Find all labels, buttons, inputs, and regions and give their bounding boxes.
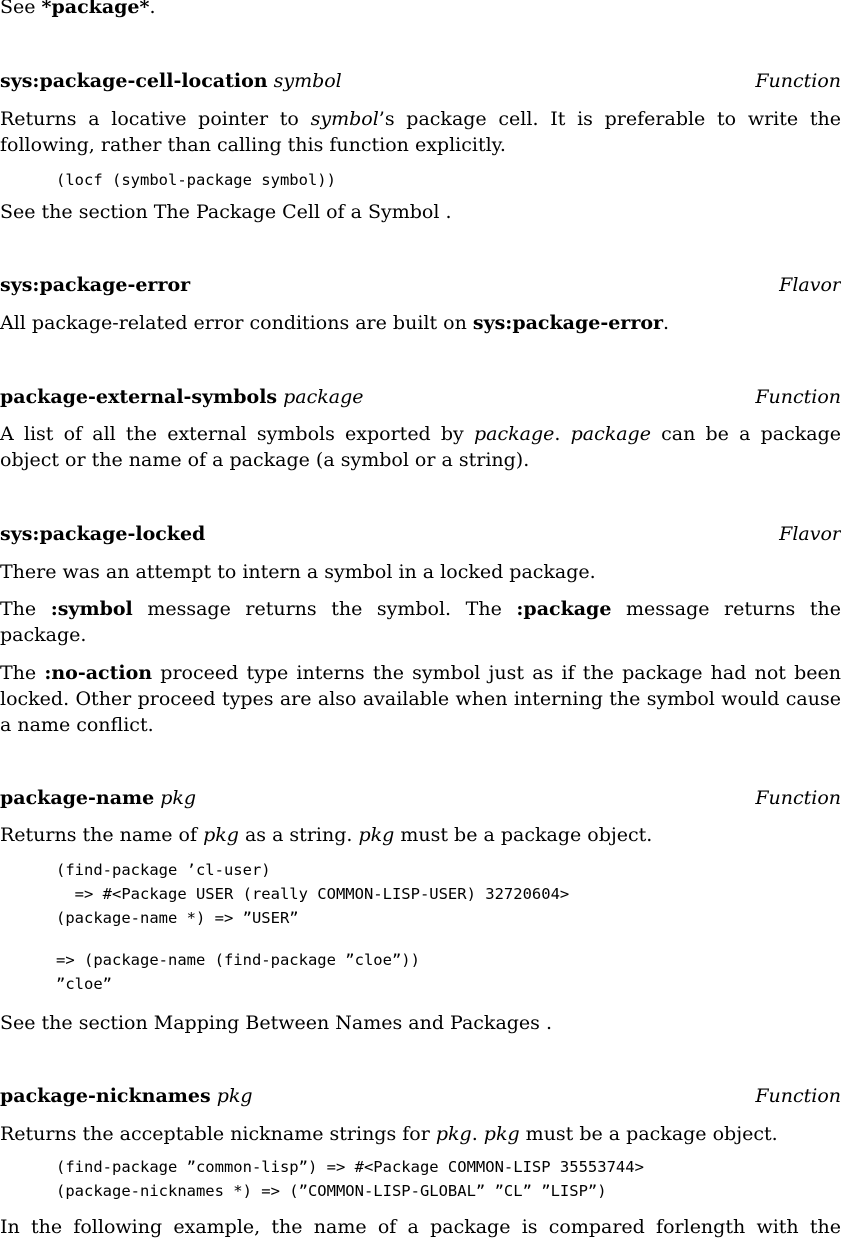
intro-line: See *package*.	[0, 0, 841, 20]
trailing-text: In the following example, the name of a package is compared forlength with the	[0, 1216, 841, 1238]
entry-description: Returns the name of pkg as a string. pkg must be a package object.	[0, 824, 653, 846]
entry-name: package-nicknames	[0, 1085, 211, 1107]
entry-name: package-name	[0, 787, 155, 809]
entry-kind: Function	[755, 787, 841, 809]
entry-description: Returns a locative pointer to symbol’s package cell. It is preferable to write the following, rather than calling this function explicitly.	[0, 108, 841, 156]
entry-header-package-error	[0, 272, 841, 298]
entry-paragraph-1: There was an attempt to intern a symbol in a locked package.	[0, 561, 596, 583]
entry-header-package-nicknames	[0, 1083, 841, 1109]
entry-kind: Function	[755, 1085, 841, 1107]
entry-kind: Function	[755, 70, 841, 92]
entry-description: A list of all the external symbols exported by package. package can be a package object or the name of a package (a symbol or a string).	[0, 423, 841, 471]
entry-header-package-external-symbols	[0, 384, 841, 410]
code-example: (find-package ’cl-user) => #<Package USER (really COMMON-LISP-USER) 32720604> (package-name *) => ”USER”	[56, 861, 570, 927]
entry-args: symbol	[273, 70, 342, 92]
intro-ref: *package*	[41, 0, 150, 18]
entry-name: package-external-symbols	[0, 386, 278, 408]
entry-args: package	[283, 386, 364, 408]
entry-header-package-name	[0, 785, 841, 811]
entry-description: Returns the acceptable nickname strings for pkg. pkg must be a package object.	[0, 1123, 778, 1145]
code-example: (find-package ”common-lisp”) => #<Package COMMON-LISP 35553744> (package-nicknames *) => (”COMMON-LISP-GLOBAL” ”CL” ”LISP”)	[56, 1158, 644, 1200]
entry-kind: Flavor	[779, 274, 841, 296]
code-example: => (package-name (find-package ”cloe”)) ”cloe”	[56, 951, 420, 993]
entry-paragraph-2: The :symbol message returns the symbol. The :package message returns the package.	[0, 598, 841, 646]
entry-kind: Function	[755, 386, 841, 408]
entry-args: pkg	[216, 1085, 253, 1107]
entry-name: sys:package-cell-location	[0, 70, 268, 92]
see-also: See the section Mapping Between Names and Packages .	[0, 1012, 553, 1034]
entry-header-package-locked	[0, 521, 841, 547]
entry-name: sys:package-locked	[0, 523, 206, 545]
entry-args: pkg	[160, 787, 197, 809]
entry-paragraph-3: The :no-action proceed type interns the symbol just as if the package had not been locked. Other proceed types are also available when interning the symbol would cause a name conflict.	[0, 662, 841, 736]
see-also: See the section The Package Cell of a Symbol .	[0, 201, 452, 223]
entry-name: sys:package-error	[0, 274, 191, 296]
entry-description: All package-related error conditions are built on sys:package-error.	[0, 312, 670, 334]
code-example: (locf (symbol-package symbol))	[56, 171, 336, 189]
entry-header-package-cell-location	[0, 68, 841, 94]
entry-kind: Flavor	[779, 523, 841, 545]
